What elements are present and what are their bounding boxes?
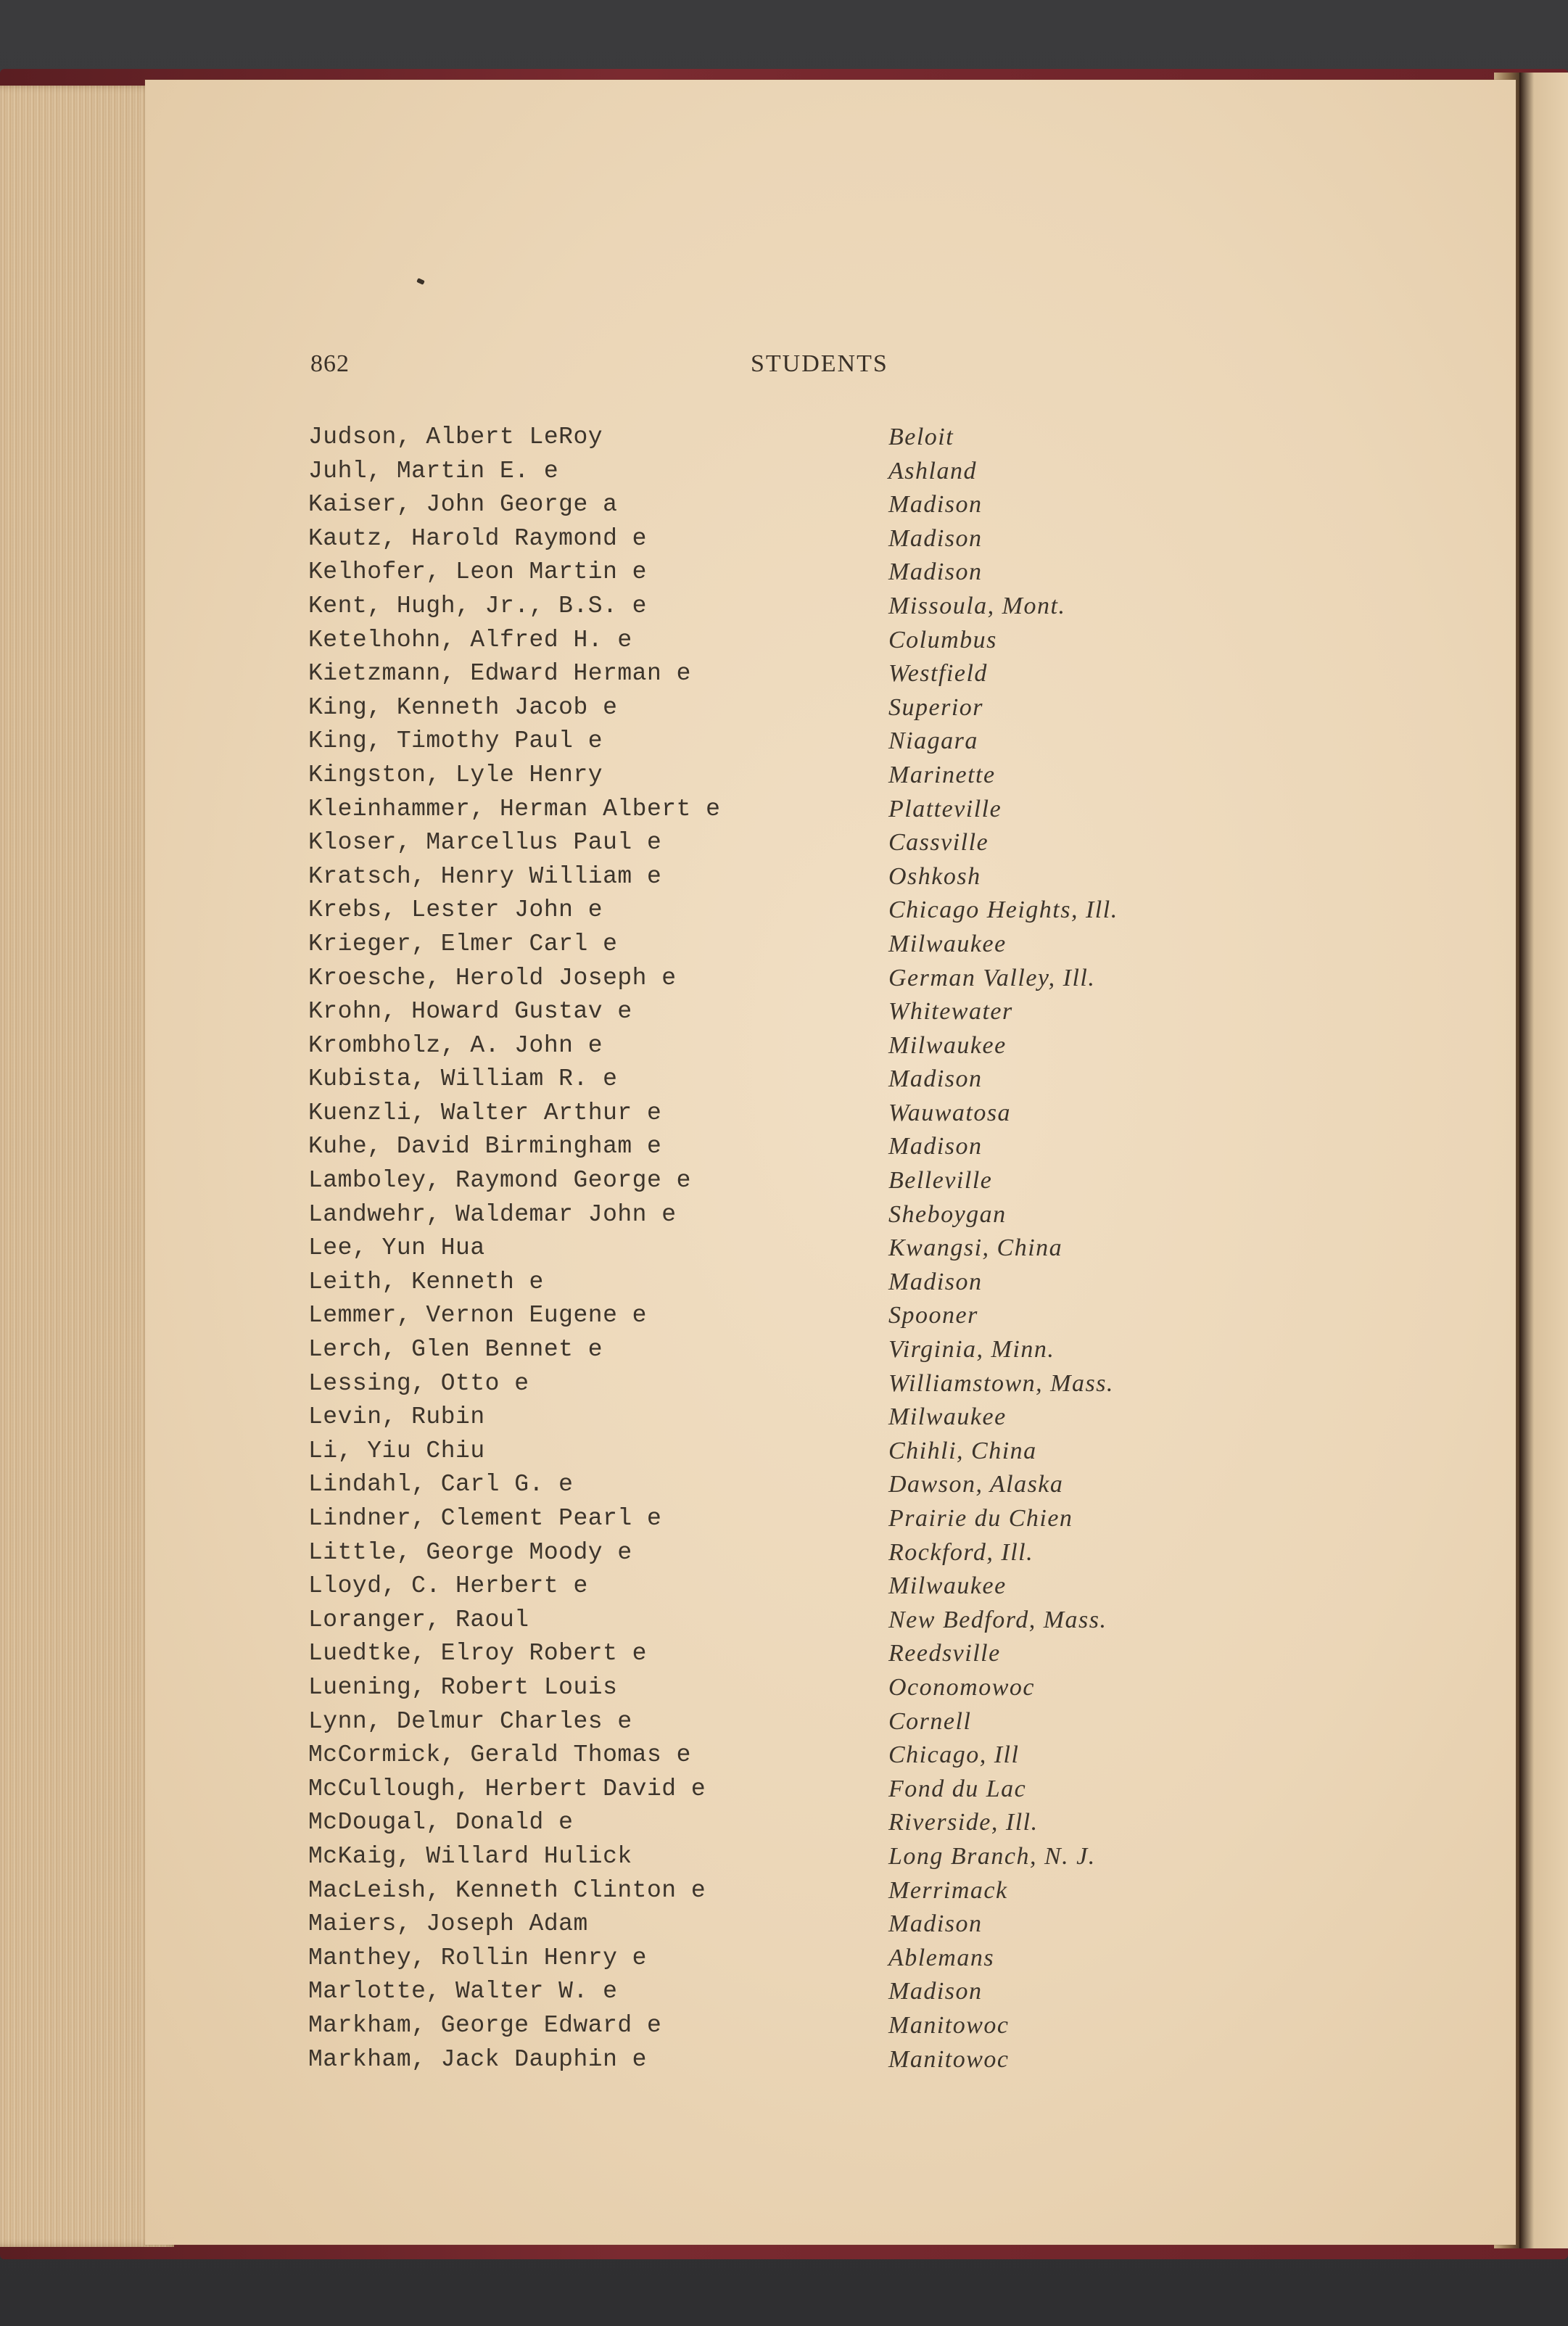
student-hometown: Milwaukee — [888, 1572, 1007, 1600]
student-name: Lloyd, C. Herbert e — [308, 1572, 588, 1600]
student-hometown: Columbus — [888, 626, 997, 653]
list-item — [308, 1198, 1396, 1232]
list-item — [308, 894, 1396, 928]
list-item — [308, 725, 1396, 759]
student-name: McCormick, Gerald Thomas e — [308, 1741, 691, 1769]
facing-page-edge — [1519, 73, 1568, 2248]
list-item — [308, 691, 1396, 725]
student-hometown: Cornell — [888, 1707, 972, 1735]
student-hometown: Milwaukee — [888, 930, 1007, 957]
student-hometown: Marinette — [888, 761, 996, 788]
student-name: Lessing, Otto e — [308, 1369, 529, 1397]
student-hometown: Riverside, Ill. — [888, 1809, 1039, 1836]
student-name: Juhl, Martin E. e — [308, 457, 559, 484]
student-hometown: Madison — [888, 524, 983, 552]
list-item — [308, 455, 1396, 489]
student-name: Judson, Albert LeRoy — [308, 424, 603, 450]
list-item — [308, 1739, 1396, 1773]
list-item — [308, 2043, 1396, 2077]
student-name: Marlotte, Walter W. e — [308, 1978, 618, 2005]
student-hometown: Chicago Heights, Ill. — [888, 896, 1118, 924]
student-hometown: Wauwatosa — [888, 1099, 1012, 1126]
student-hometown: Westfield — [888, 660, 988, 688]
student-hometown: Williamstown, Mass. — [888, 1369, 1114, 1397]
list-item — [308, 1637, 1396, 1671]
student-name: Kent, Hugh, Jr., B.S. e — [308, 592, 647, 619]
student-name: McCullough, Herbert David e — [308, 1775, 706, 1802]
list-item — [308, 962, 1396, 996]
student-hometown: Madison — [888, 1910, 983, 1938]
student-name: Kleinhammer, Herman Albert e — [308, 795, 721, 822]
student-hometown: Manitowoc — [888, 2011, 1010, 2039]
student-name: Luedtke, Elroy Robert e — [308, 1640, 647, 1667]
list-item — [308, 759, 1396, 793]
list-item — [308, 1401, 1396, 1435]
ink-speck — [416, 278, 425, 285]
student-name: Kubista, William R. e — [308, 1065, 618, 1093]
student-name: Lamboley, Raymond George e — [308, 1167, 691, 1195]
list-item — [308, 860, 1396, 894]
list-item — [308, 1773, 1396, 1807]
book-page — [145, 80, 1516, 2245]
student-name: Luening, Robert Louis — [308, 1673, 618, 1701]
student-name: Kelhofer, Leon Martin e — [308, 558, 647, 586]
student-hometown: Reedsville — [888, 1640, 1001, 1667]
list-item — [308, 1908, 1396, 1942]
list-item — [308, 1333, 1396, 1367]
student-hometown: Beloit — [888, 424, 954, 450]
student-hometown: Merrimack — [888, 1876, 1008, 1904]
list-item — [308, 1840, 1396, 1874]
student-hometown: Manitowoc — [888, 2045, 1010, 2073]
list-item — [308, 1063, 1396, 1097]
running-head: STUDENTS — [751, 350, 888, 377]
student-name: Kuhe, David Birmingham e — [308, 1133, 662, 1160]
student-hometown: Fond du Lac — [888, 1775, 1027, 1802]
student-hometown: Superior — [888, 693, 983, 721]
student-hometown: New Bedford, Mass. — [888, 1606, 1107, 1633]
student-hometown: Cassville — [888, 829, 989, 857]
student-hometown: Madison — [888, 1133, 983, 1160]
student-name: Levin, Rubin — [308, 1403, 485, 1431]
student-hometown: Platteville — [888, 795, 1002, 822]
student-name: King, Timothy Paul e — [308, 727, 603, 755]
list-item — [308, 1536, 1396, 1570]
student-hometown: Milwaukee — [888, 1031, 1007, 1059]
student-name: Kaiser, John George a — [308, 491, 618, 519]
student-hometown: Belleville — [888, 1167, 993, 1195]
list-item — [308, 1266, 1396, 1300]
student-name: Lynn, Delmur Charles e — [308, 1707, 632, 1735]
list-item — [308, 1502, 1396, 1536]
student-hometown: Rockford, Ill. — [888, 1538, 1034, 1566]
student-name: Krebs, Lester John e — [308, 896, 603, 924]
student-hometown: Madison — [888, 558, 983, 586]
list-item — [308, 1029, 1396, 1063]
student-name: Ketelhohn, Alfred H. e — [308, 626, 632, 653]
student-hometown: Niagara — [888, 727, 978, 755]
student-hometown: Long Branch, N. J. — [888, 1842, 1096, 1870]
student-name: Leith, Kenneth e — [308, 1268, 544, 1295]
student-hometown: Whitewater — [888, 998, 1013, 1026]
student-name: Lemmer, Vernon Eugene e — [308, 1302, 647, 1329]
student-name: Krieger, Elmer Carl e — [308, 930, 618, 957]
list-item — [308, 1130, 1396, 1164]
student-list — [308, 421, 1396, 2077]
list-item — [308, 1705, 1396, 1739]
list-item — [308, 657, 1396, 691]
student-name: McKaig, Willard Hulick — [308, 1842, 632, 1870]
list-item — [308, 995, 1396, 1029]
list-item — [308, 556, 1396, 590]
list-item — [308, 590, 1396, 624]
list-item — [308, 1942, 1396, 1976]
list-item — [308, 826, 1396, 860]
list-item — [308, 1468, 1396, 1502]
list-item — [308, 1367, 1396, 1401]
page-number: 862 — [310, 350, 350, 377]
list-item — [308, 522, 1396, 556]
student-name: Lerch, Glen Bennet e — [308, 1336, 603, 1364]
student-name: Lee, Yun Hua — [308, 1234, 485, 1262]
list-item — [308, 1806, 1396, 1840]
student-hometown: Spooner — [888, 1302, 978, 1329]
student-name: McDougal, Donald e — [308, 1809, 574, 1836]
student-hometown: German Valley, Ill. — [888, 964, 1096, 991]
student-name: King, Kenneth Jacob e — [308, 693, 618, 721]
student-hometown: Ashland — [888, 457, 977, 484]
student-name: Little, George Moody e — [308, 1538, 632, 1566]
list-item — [308, 421, 1396, 455]
list-item — [308, 1604, 1396, 1638]
student-name: Krohn, Howard Gustav e — [308, 998, 632, 1026]
student-name: Kietzmann, Edward Herman e — [308, 660, 691, 688]
student-name: Lindahl, Carl G. e — [308, 1471, 574, 1498]
list-item — [308, 1097, 1396, 1131]
student-name: Markham, George Edward e — [308, 2011, 662, 2039]
student-name: Krombholz, A. John e — [308, 1031, 603, 1059]
student-hometown: Kwangsi, China — [888, 1234, 1063, 1262]
list-item — [308, 793, 1396, 827]
student-hometown: Virginia, Minn. — [888, 1336, 1055, 1364]
student-name: Loranger, Raoul — [308, 1606, 529, 1633]
student-name: Maiers, Joseph Adam — [308, 1910, 588, 1938]
student-hometown: Ablemans — [888, 1944, 995, 1971]
list-item — [308, 1671, 1396, 1705]
student-hometown: Missoula, Mont. — [888, 592, 1066, 619]
list-item — [308, 1975, 1396, 2009]
student-name: Landwehr, Waldemar John e — [308, 1200, 677, 1228]
student-hometown: Milwaukee — [888, 1403, 1007, 1431]
student-hometown: Madison — [888, 1978, 983, 2005]
list-item — [308, 488, 1396, 522]
student-hometown: Prairie du Chien — [888, 1505, 1073, 1532]
student-name: Lindner, Clement Pearl e — [308, 1505, 662, 1532]
student-hometown: Sheboygan — [888, 1200, 1007, 1228]
student-name: Li, Yiu Chiu — [308, 1437, 485, 1464]
student-hometown: Dawson, Alaska — [888, 1471, 1064, 1498]
student-hometown: Oconomowoc — [888, 1673, 1035, 1701]
student-name: Kuenzli, Walter Arthur e — [308, 1099, 662, 1126]
student-hometown: Madison — [888, 491, 983, 519]
student-name: Markham, Jack Dauphin e — [308, 2045, 647, 2073]
list-item — [308, 1874, 1396, 1908]
list-item — [308, 1164, 1396, 1198]
list-item — [308, 1232, 1396, 1266]
list-item — [308, 624, 1396, 658]
list-item — [308, 928, 1396, 962]
page-header — [145, 350, 1516, 387]
list-item — [308, 1570, 1396, 1604]
student-name: Kautz, Harold Raymond e — [308, 524, 647, 552]
student-hometown: Oshkosh — [888, 862, 981, 890]
student-hometown: Chicago, Ill — [888, 1741, 1020, 1769]
student-name: Kroesche, Herold Joseph e — [308, 964, 677, 991]
student-name: Manthey, Rollin Henry e — [308, 1944, 647, 1971]
student-name: Kratsch, Henry William e — [308, 862, 662, 890]
student-name: Kingston, Lyle Henry — [308, 761, 603, 788]
list-item — [308, 1299, 1396, 1333]
student-hometown: Chihli, China — [888, 1437, 1037, 1464]
list-item — [308, 2009, 1396, 2043]
student-name: MacLeish, Kenneth Clinton e — [308, 1876, 706, 1904]
student-hometown: Madison — [888, 1065, 983, 1093]
student-hometown: Madison — [888, 1268, 983, 1295]
list-item — [308, 1435, 1396, 1469]
student-name: Kloser, Marcellus Paul e — [308, 829, 662, 857]
